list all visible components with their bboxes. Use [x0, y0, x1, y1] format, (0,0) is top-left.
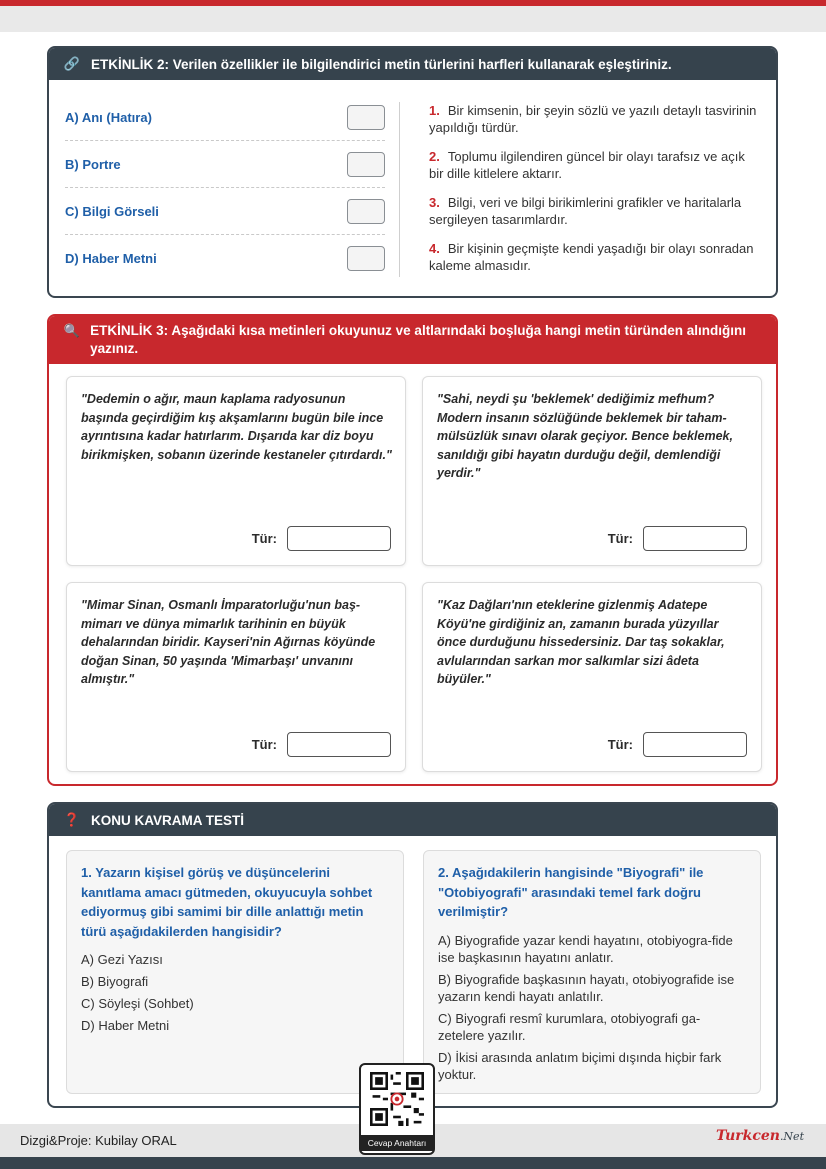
- type-input[interactable]: [287, 526, 391, 551]
- footer-bottom-bar: [0, 1157, 826, 1169]
- activity-2-card: [47, 46, 778, 298]
- option-a[interactable]: A) Gezi Yazısı: [81, 952, 163, 967]
- activity-2-title: ETKİNLİK 2: Verilen özellikler ile bilgilendirici metin türlerini harfleri kullanarak eşleştiriniz.: [91, 56, 672, 72]
- match-item-label: A) Anı (Hatıra): [65, 109, 152, 125]
- definition-item: 1. Bir kimsenin, bir şeyin sözlü ve yazılı detaylı tasvirinin yapıldığı türdür.: [429, 103, 757, 135]
- match-item: [65, 188, 385, 235]
- type-label: Tür:: [251, 531, 277, 546]
- quiz-title: KONU KAVRAMA TESTİ: [91, 812, 244, 828]
- type-input[interactable]: [643, 732, 747, 757]
- activity-3-title: ETKİNLİK 3: Aşağıdaki kısa metinleri okuyunuz ve altlarındaki boşluğa hangi metin türünden alındığını yazınız.: [90, 323, 746, 356]
- definition-item: 2. Toplumu ilgilendiren güncel bir olayı tarafsız ve açık bir dille kitlelere aktarır.: [429, 149, 745, 181]
- link-icon: 🔗: [63, 56, 81, 71]
- option-d[interactable]: D) Haber Metni: [81, 1018, 170, 1033]
- option-b[interactable]: B) Biyografi: [81, 974, 149, 989]
- type-input[interactable]: [643, 526, 747, 551]
- quote-text: "Mimar Sinan, Osmanlı İmparatorluğu'nun baş-mimarı ve dünya mimarlık tarihinin en büyük dehalarından biridir. Kayseri'nin Ağırnas köyünde doğan Sinan, 50 yaşında 'Mimarbaşı' unvanını almıştır.": [81, 598, 376, 686]
- activity-3-header: [49, 316, 776, 364]
- match-item-label: C) Bilgi Görseli: [65, 203, 159, 219]
- question-icon: ❓: [63, 812, 81, 827]
- type-label: Tür:: [607, 737, 633, 752]
- site-logo[interactable]: Turkcen.Net: [715, 1128, 804, 1144]
- question-card: [66, 850, 404, 1094]
- match-item-label: D) Haber Metni: [65, 251, 157, 266]
- quote-text: "Dedemin o ağır, maun kaplama radyosunun başında geçirdiğim kış akşamlarını bugün bile ince ayrıntısına kadar hatırlarım. Dışarıda kar diz boyu birikmişken, sobanın üzerinde kestaneler çıtırdardı.": [81, 392, 392, 462]
- top-grey-band: [0, 6, 826, 32]
- quote-text: "Kaz Dağları'nın eteklerine gizlenmiş Adatepe Köyü'ne girdiğiniz an, zamanın burada yüzyıllar önce durduğunu hissedersiniz. Dar taş sokaklar, avlularından sarkan mor salkımlar sizi âdeta büyüler.": [437, 598, 725, 686]
- quote-card: [66, 376, 406, 566]
- match-item: [65, 235, 385, 282]
- quote-card: [422, 582, 762, 772]
- type-label: Tür:: [607, 531, 633, 546]
- option-b[interactable]: B) Biyografide başkasının hayatı, otobiyografide ise yazarın kendi hayatı anlatılır.: [438, 971, 735, 1004]
- definitions-list: [429, 102, 759, 286]
- match-item-label: B) Portre: [65, 156, 121, 172]
- definition-item: 3. Bilgi, veri ve bilgi birikimlerini grafikler ve haritalarla sergileyen tasarımlardır.: [429, 195, 742, 227]
- answer-box[interactable]: [347, 199, 385, 224]
- quote-text: "Sahi, neydi şu 'beklemek' dediğimiz mefhum? Modern insanın sözlüğünde beklemek bir taham-mülsüzlük sınavı olarak geçiyor. Bence beklemek, sanıldığı gibi hayatın durduğu değil, demlendiği yerdir.": [437, 392, 733, 480]
- question-text: 2. Aşağıdakilerin hangisinde "Biyografi" ile "Otobiyografi" arasındaki temel fark doğru verilmiştir?: [438, 865, 704, 919]
- answer-box[interactable]: [347, 246, 385, 271]
- answer-box[interactable]: [347, 152, 385, 177]
- quiz-header: [49, 804, 776, 836]
- match-item: [65, 141, 385, 188]
- option-d[interactable]: D) İkisi arasında anlatım biçimi dışında hiçbir fark yoktur.: [438, 1049, 722, 1082]
- credit-text: Dizgi&Proje: Kubilay ORAL: [20, 1133, 177, 1148]
- match-items: [65, 94, 385, 282]
- qr-code-icon: [370, 1072, 424, 1126]
- answer-key-qr[interactable]: [359, 1063, 435, 1155]
- type-input[interactable]: [287, 732, 391, 757]
- activity-3-card: [47, 314, 778, 786]
- quote-card: [422, 376, 762, 566]
- definition-item: 4. Bir kişinin geçmişte kendi yaşadığı bir olayı sonradan kaleme almasıdır.: [429, 241, 754, 273]
- search-icon: 🔍: [63, 323, 80, 338]
- qr-label: Cevap Anahtarı: [361, 1135, 433, 1151]
- option-a[interactable]: A) Biyografide yazar kendi hayatını, otobiyogra-fide ise başkasının hayatını anlatır.: [438, 932, 733, 965]
- type-label: Tür:: [251, 737, 277, 752]
- question-card: [423, 850, 761, 1094]
- divider: [399, 102, 400, 277]
- option-c[interactable]: C) Söyleşi (Sohbet): [81, 996, 194, 1011]
- option-c[interactable]: C) Biyografi resmî kurumlara, otobiyografi ga-zetelere yazılır.: [438, 1010, 701, 1043]
- quote-card: [66, 582, 406, 772]
- match-item: [65, 94, 385, 141]
- activity-2-header: [49, 48, 776, 80]
- answer-box[interactable]: [347, 105, 385, 130]
- question-text: 1. Yazarın kişisel görüş ve düşüncelerini kanıtlama amacı gütmeden, okuyucuyla sohbet ediyormuş gibi samimi bir dille anlattığı metin türü aşağıdakilerden hangisidir?: [81, 865, 373, 939]
